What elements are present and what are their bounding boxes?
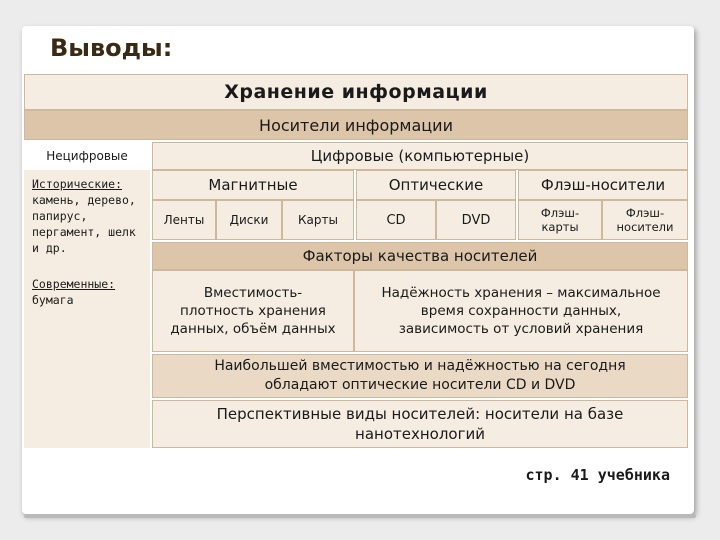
- flash-media-cell: [602, 200, 688, 240]
- non-digital-panel: [24, 170, 150, 448]
- capacity-factor-text: Вместимость-плотность хранения данных, объём данных: [170, 285, 336, 337]
- textbook-reference-text: стр. 41 учебника: [525, 466, 670, 484]
- storage-header: [24, 74, 688, 110]
- digital-header: [152, 142, 688, 170]
- cd-cell: [356, 200, 436, 240]
- cd-text: CD: [386, 212, 406, 228]
- historic-text: камень, дерево, папирус, пергамент, шелк и др.: [32, 193, 136, 255]
- bottom-rule: [24, 514, 696, 518]
- tapes-text: Ленты: [163, 213, 205, 227]
- dvd-text: DVD: [461, 212, 491, 228]
- disks-cell: [216, 200, 282, 240]
- magnetic-category-text: Магнитные: [208, 176, 298, 194]
- cards-cell: [282, 200, 354, 240]
- digital-header-text: Цифровые (компьютерные): [310, 147, 530, 165]
- reliability-factor: [354, 270, 688, 352]
- magnetic-category: [152, 170, 354, 200]
- non-digital-header-text: Нецифровые: [46, 149, 128, 163]
- factors-header: [152, 242, 688, 270]
- textbook-reference: [440, 466, 670, 490]
- media-header-text: Носители информации: [259, 115, 453, 135]
- capacity-factor: [152, 270, 354, 352]
- reliability-factor-text: Надёжность хранения – максимальное время сохранности данных, зависимость от условий хранения: [381, 285, 661, 337]
- optical-category: [356, 170, 516, 200]
- optical-category-text: Оптические: [388, 176, 484, 194]
- storage-header-text: Хранение информации: [224, 81, 488, 103]
- flash-media-text: Флэш-носители: [616, 206, 674, 234]
- cards-text: Карты: [298, 213, 338, 227]
- tapes-cell: [152, 200, 216, 240]
- disks-text: Диски: [229, 213, 269, 227]
- conclusion-text: Наибольшей вместимостью и надёжностью на сегодня обладают оптические носители CD и DVD: [214, 358, 626, 393]
- modern-label: Современные:: [32, 277, 116, 291]
- prospects-box: [152, 400, 688, 448]
- non-digital-header: [24, 142, 150, 170]
- modern-text: бумага: [32, 293, 74, 307]
- dvd-cell: [436, 200, 516, 240]
- flash-cards-cell: [518, 200, 602, 240]
- prospects-text: Перспективные виды носителей: носители на базе нанотехнологий: [216, 405, 624, 443]
- media-header: [24, 110, 688, 140]
- flash-category-text: Флэш-носители: [540, 176, 666, 194]
- flash-cards-text: Флэш-карты: [540, 206, 580, 234]
- factors-header-text: Факторы качества носителей: [302, 247, 538, 265]
- page-title: Выводы:: [50, 34, 173, 62]
- conclusion-box: [152, 354, 688, 398]
- flash-category: [518, 170, 688, 200]
- historic-label: Исторические:: [32, 177, 123, 191]
